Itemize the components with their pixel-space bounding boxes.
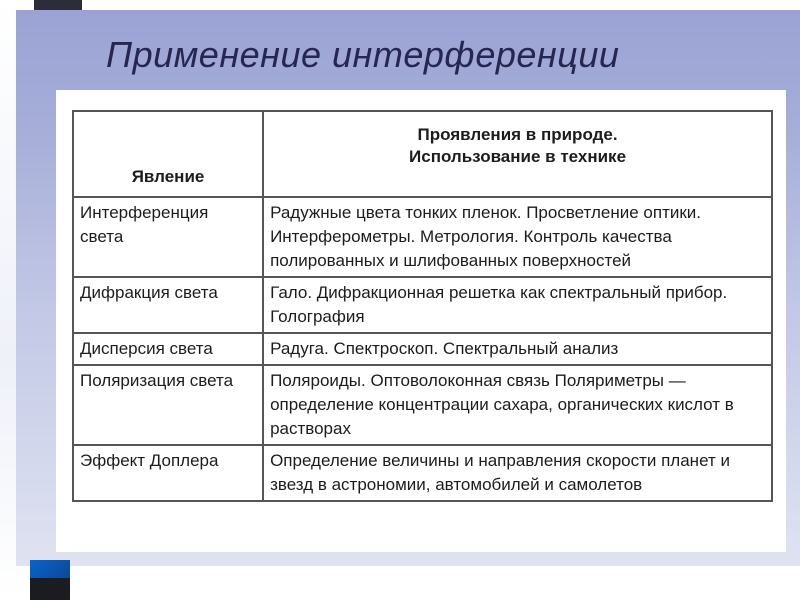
row-applications: Поляроиды. Оптоволоконная связь Поляриметры — определение концентрации сахара, органических кислот в растворах xyxy=(263,365,772,445)
row-phenomenon: Дисперсия света xyxy=(73,333,263,365)
row-phenomenon: Поляризация света xyxy=(73,365,263,445)
slide xyxy=(16,10,800,566)
header-applications-line1: Проявления в природе. xyxy=(417,125,618,144)
table-row xyxy=(73,445,772,501)
row-phenomenon: Эффект Доплера xyxy=(73,445,263,501)
table-row xyxy=(73,197,772,277)
table-row xyxy=(73,365,772,445)
row-phenomenon: Интерференция света xyxy=(73,197,263,277)
table-row xyxy=(73,277,772,333)
row-applications: Определение величины и направления скорости планет и звезд в астрономии, автомобилей и самолетов xyxy=(263,445,772,501)
row-applications: Гало. Дифракционная решетка как спектральный прибор. Голография xyxy=(263,277,772,333)
table-row xyxy=(73,333,772,365)
table-panel xyxy=(56,90,786,552)
row-applications: Радужные цвета тонких пленок. Просветление оптики. Интерферометры. Метрология. Контроль качества полированных и шлифованных поверхностей xyxy=(263,197,772,277)
table-header-row xyxy=(73,111,772,197)
row-applications: Радуга. Спектроскоп. Спектральный анализ xyxy=(263,333,772,365)
header-applications xyxy=(263,111,772,197)
slide-title: Применение интерференции xyxy=(106,34,620,75)
header-phenomenon: Явление xyxy=(73,111,263,197)
phenomena-table xyxy=(72,110,773,502)
header-applications-line2: Использование в технике xyxy=(409,147,627,166)
row-phenomenon: Дифракция света xyxy=(73,277,263,333)
bottom-corner-dark-decoration xyxy=(30,578,70,600)
